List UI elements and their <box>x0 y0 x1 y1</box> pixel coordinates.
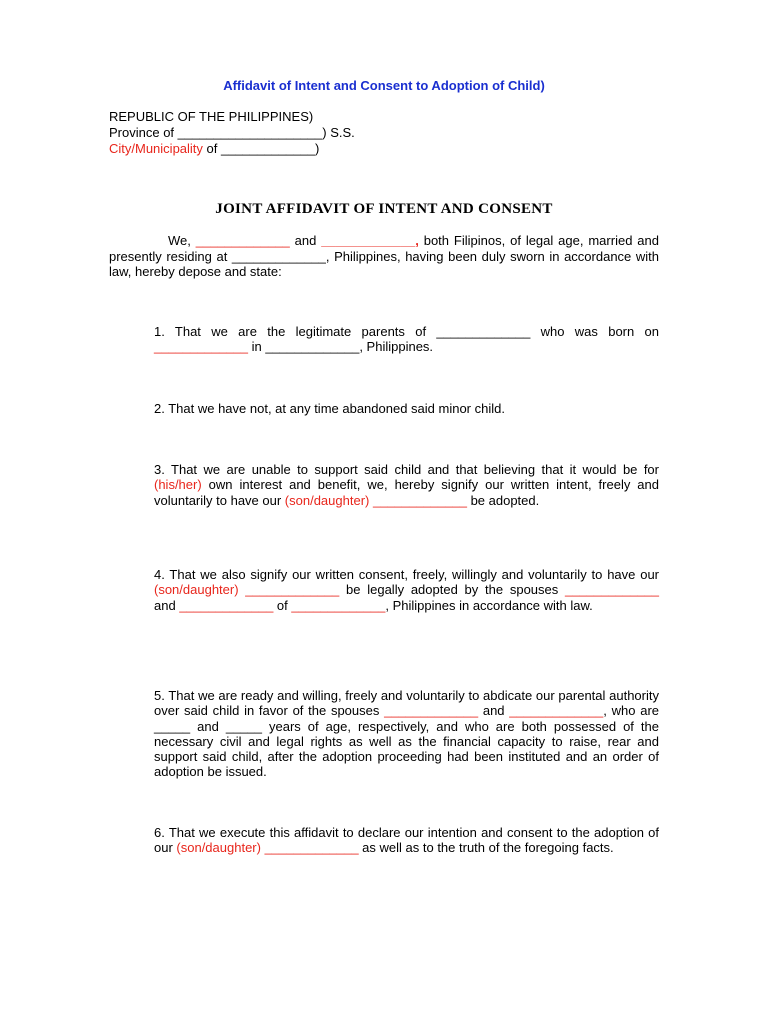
province-blank: ____________________) <box>174 125 327 140</box>
p5-spouse-1: _____________ <box>384 703 479 719</box>
p6-text-b: as well as to the truth of the foregoing facts. <box>358 840 614 856</box>
p1-text-a: 1. That we are the legitimate parents of _____________ who was born on <box>154 324 659 339</box>
p4-text-c: and <box>154 597 180 613</box>
p4-text-b: be legally adopted by the spouses <box>339 582 565 598</box>
affidavit-heading: JOINT AFFIDAVIT OF INTENT AND CONSENT <box>215 201 553 217</box>
province-label: Province of <box>109 125 175 140</box>
p6-son-daughter: (son/daughter) _____________ <box>176 840 359 856</box>
intro-blank-1: _____________ <box>195 233 290 248</box>
paragraph-6 <box>154 825 659 856</box>
p3-text-b: own interest and benefit, we, hereby signify our written intent, freely and voluntarily to have our <box>154 477 659 508</box>
p1-red-blank: _____________ <box>154 339 248 355</box>
paragraph-1 <box>154 324 659 355</box>
p5-text-a: 5. That we are ready and willing, freely and voluntarily to abdicate our parental authority over said child in favor of the spouses <box>154 688 659 719</box>
p3-text-c: be adopted. <box>466 492 540 508</box>
p4-text-d: of <box>273 597 292 613</box>
intro-rest: both Filipinos, of legal age, married and presently residing at _____________, Philippines, having been duly sworn in accordance with law, hereby depose and state: <box>109 233 659 279</box>
ss-label: S.S. <box>326 125 355 140</box>
p5-text-c: , who are _____ and _____ years of age, respectively, and who are both possessed of the necessary civil and legal rights as well as the financial capacity to raise, rear and support said child, after the adoption proceeding had been instituted and an order of adoption be issued. <box>154 703 659 780</box>
paragraph-3 <box>154 462 659 508</box>
p4-text-a: 4. That we also signify our written consent, freely, willingly and voluntarily to have our <box>154 567 659 582</box>
paragraph-4 <box>154 567 659 613</box>
venue-republic: REPUBLIC OF THE PHILIPPINES) <box>109 109 314 124</box>
intro-blank-2: _____________, <box>321 233 419 248</box>
paragraph-5 <box>154 688 659 780</box>
p4-place: _____________ <box>291 597 386 613</box>
p5-text-b: and <box>478 703 510 719</box>
city-blank: of _____________) <box>202 141 320 156</box>
intro-and: and <box>289 233 322 248</box>
p1-text-b: in _____________, Philippines. <box>248 339 434 355</box>
paragraph-2: 2. That we have not, at any time abandoned said minor child. <box>154 401 505 416</box>
p4-spouse-1: _____________ <box>565 582 659 598</box>
intro-paragraph <box>109 233 659 280</box>
p6-text-a: 6. That we execute this affidavit to declare our intention and consent to the adoption of our <box>154 825 659 856</box>
intro-we: We, <box>168 233 196 248</box>
p4-spouse-2: _____________ <box>179 597 274 613</box>
p3-son-daughter: (son/daughter) _____________ <box>284 492 467 508</box>
p4-text-e: , Philippines in accordance with law. <box>385 597 593 613</box>
venue-province <box>109 125 355 141</box>
venue-block <box>109 109 355 157</box>
p5-spouse-2: _____________ <box>509 703 604 719</box>
p3-his-her: (his/her) <box>154 477 202 493</box>
document-title: Affidavit of Intent and Consent to Adoption of Child) <box>223 78 545 93</box>
venue-city <box>109 141 355 157</box>
city-label: City/Municipality <box>109 141 203 156</box>
p3-text-a: 3. That we are unable to support said child and that believing that it would be for <box>154 462 659 477</box>
p4-son-daughter: (son/daughter) _____________ <box>154 582 340 598</box>
